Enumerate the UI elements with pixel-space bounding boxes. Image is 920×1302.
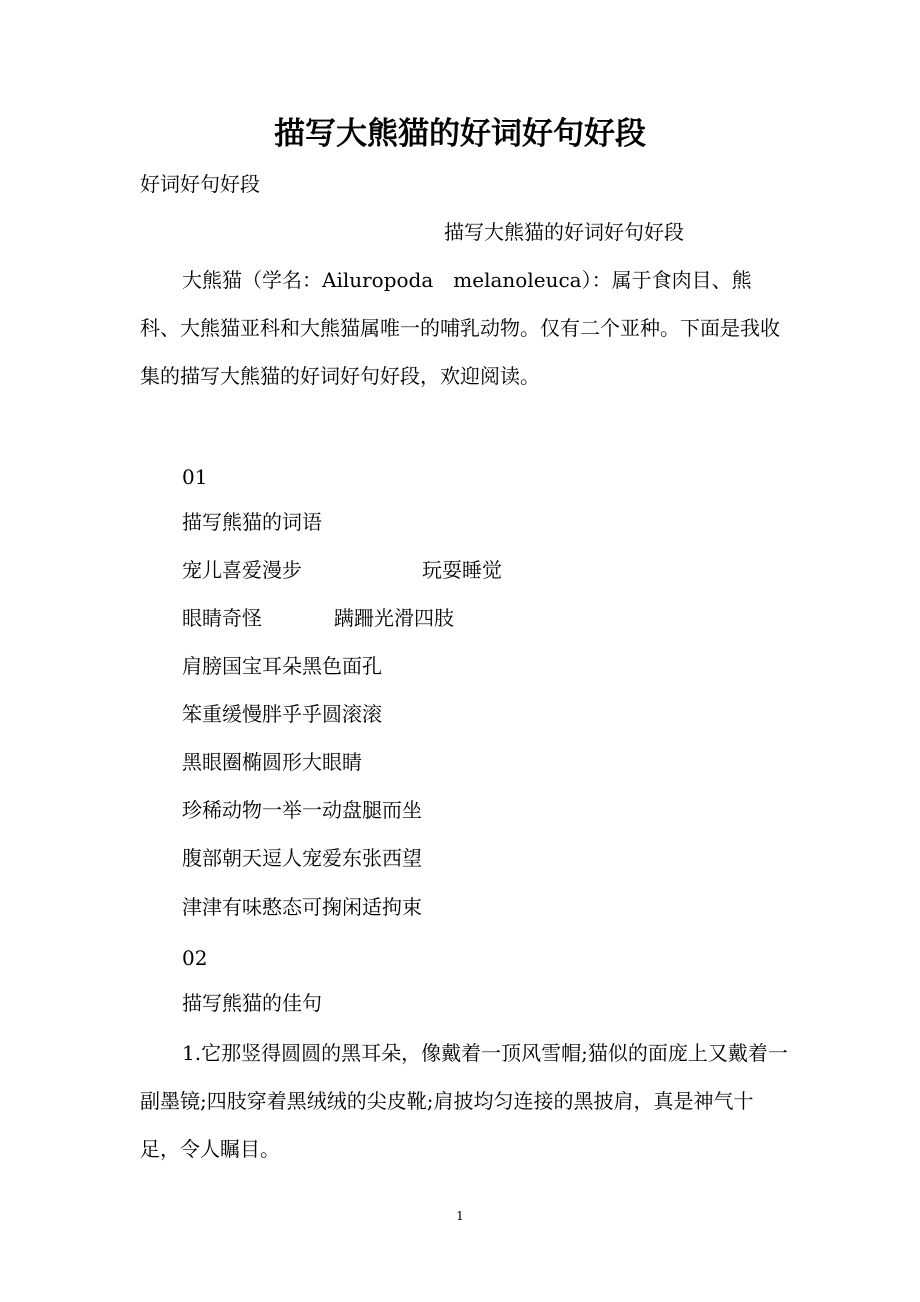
document-title: 描写大熊猫的好词好句好段	[274, 116, 646, 152]
word-line: 腹部朝天逗人宠爱东张西望	[182, 846, 422, 870]
intro-paragraph: 大熊猫（学名：Ailuropoda melanoleuca）：属于食肉目、熊科、大熊猫亚科和大熊猫属唯一的哺乳动物。仅有二个亚种。下面是我收集的描写大熊猫的好词好句好段，欢迎阅读。	[140, 268, 780, 388]
section-heading-words: 描写熊猫的词语	[182, 510, 322, 534]
section-heading-sentences: 描写熊猫的佳句	[182, 991, 322, 1015]
section-number-02: 02	[182, 946, 208, 970]
word-line: 津津有味憨态可掬闲适拘束	[182, 895, 422, 919]
word-line: 珍稀动物一举一动盘腿而坐	[182, 798, 422, 822]
sentence-paragraph: 1.它那竖得圆圆的黑耳朵，像戴着一顶风雪帽;猫似的面庞上又戴着一副墨镜;四肢穿着黑绒绒的尖皮靴;肩披均匀连接的黑披肩，真是神气十足，令人瞩目。	[140, 1041, 788, 1161]
center-heading: 描写大熊猫的好词好句好段	[444, 220, 684, 244]
word-pair-left: 眼睛奇怪	[182, 606, 262, 630]
word-pair-left: 宠儿喜爱漫步	[182, 558, 302, 582]
page-number: 1	[456, 1209, 464, 1223]
word-line: 肩膀国宝耳朵黑色面孔	[182, 654, 382, 678]
word-pair-right: 蹒跚光滑四肢	[334, 606, 454, 630]
word-line: 黑眼圈椭圆形大眼睛	[182, 750, 362, 774]
document-subtitle: 好词好句好段	[140, 172, 260, 196]
word-line: 笨重缓慢胖乎乎圆滚滚	[182, 702, 382, 726]
section-number-01: 01	[182, 465, 208, 489]
word-pair-right: 玩耍睡觉	[422, 558, 502, 582]
